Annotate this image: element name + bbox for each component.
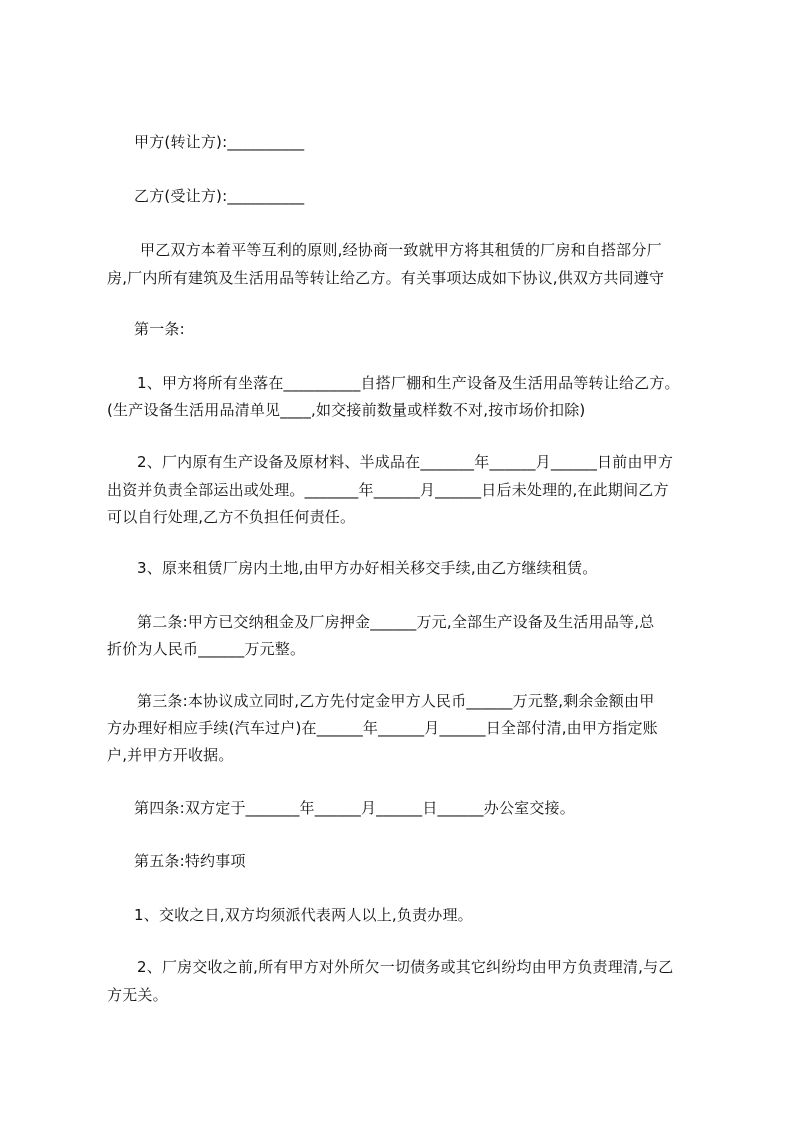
article1-heading: 第一条:	[134, 320, 185, 338]
article1-item1-line-2: (生产设备生活用品清单见____,如交接前数量或样数不对,按市场价扣除)	[107, 401, 586, 419]
article5-heading: 第五条:特约事项	[134, 852, 246, 870]
article3-line-1: 第三条:本协议成立同时,乙方先付定金甲方人民币______万元整,剩余金额由甲	[137, 692, 655, 710]
article1-item2-line-1: 2、厂内原有生产设备及原材料、半成品在_______年______月______日前由甲方	[137, 453, 674, 471]
article2-line-2: 折价为人民币______万元整。	[107, 640, 306, 658]
article5-item2-line-1: 2、厂房交收之前,所有甲方对外所欠一切债务或其它纠纷均由甲方负责理清,与乙	[137, 958, 674, 976]
article1-item2-line-3: 可以自行处理,乙方不负担任何责任。	[107, 508, 356, 526]
intro-line-1: 甲乙双方本着平等互利的原则,经协商一致就甲方将其租赁的厂房和自搭部分厂	[140, 241, 662, 259]
article1-item2-line-2: 出资并负责全部运出或处理。_______年______月______日后未处理的,在此期间乙方	[107, 481, 669, 499]
article4: 第四条:双方定于_______年______月______日______办公室交接。	[134, 799, 575, 817]
article5-item1: 1、交收之日,双方均须派代表两人以上,负责办理。	[134, 906, 473, 924]
article1-item1-line-1: 1、甲方将所有坐落在__________自搭厂棚和生产设备及生活用品等转让给乙方。	[137, 374, 680, 392]
intro-line-2: 房,厂内所有建筑及生活用品等转让给乙方。有关事项达成如下协议,供双方共同遵守	[107, 269, 665, 287]
article1-item3: 3、原来租赁厂房内土地,由甲方办好相关移交手续,由乙方继续租赁。	[137, 559, 598, 577]
article5-item2-line-2: 方无关。	[107, 986, 168, 1004]
article3-line-3: 户,并甲方开收据。	[107, 746, 234, 764]
party-b-line: 乙方(受让方):__________	[134, 187, 305, 205]
article2-line-1: 第二条:甲方已交纳租金及厂房押金______万元,全部生产设备及生活用品等,总	[137, 613, 655, 631]
article3-line-2: 方办理好相应手续(汽车过户)在______年______月______日全部付清,由甲方指定账	[107, 719, 658, 737]
party-a-line: 甲方(转让方):__________	[134, 133, 305, 151]
